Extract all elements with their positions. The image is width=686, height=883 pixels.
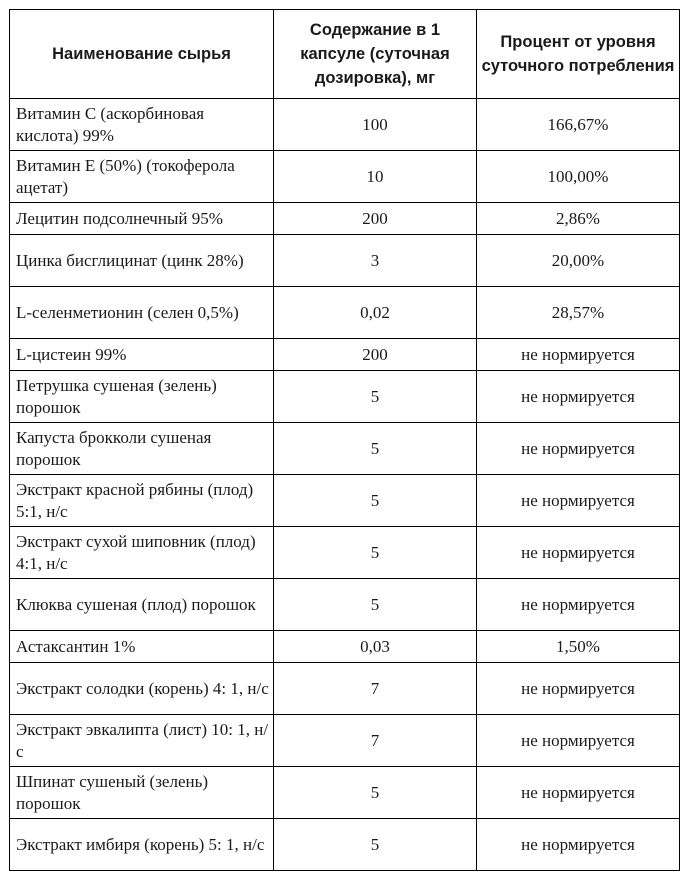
cell-name: Астаксантин 1%: [10, 631, 274, 663]
table-row: [10, 423, 680, 475]
cell-name: Экстракт сухой шиповник (плод) 4:1, н/с: [10, 527, 274, 579]
cell-amount: 100: [274, 99, 477, 151]
cell-percent: не нормируется: [477, 339, 680, 371]
cell-name: Экстракт солодки (корень) 4: 1, н/с: [10, 663, 274, 715]
cell-amount: 5: [274, 767, 477, 819]
table-row: [10, 287, 680, 339]
cell-name: Экстракт имбиря (корень) 5: 1, н/с: [10, 819, 274, 871]
table-row: [10, 203, 680, 235]
cell-percent: 2,86%: [477, 203, 680, 235]
cell-amount: 0,02: [274, 287, 477, 339]
table-row: [10, 475, 680, 527]
table-row: [10, 235, 680, 287]
cell-percent: 20,00%: [477, 235, 680, 287]
cell-amount: 200: [274, 339, 477, 371]
cell-name: Клюква сушеная (плод) порошок: [10, 579, 274, 631]
cell-amount: 3: [274, 235, 477, 287]
table-row: [10, 767, 680, 819]
cell-percent: 28,57%: [477, 287, 680, 339]
cell-percent: 100,00%: [477, 151, 680, 203]
cell-percent: не нормируется: [477, 579, 680, 631]
table-row: [10, 715, 680, 767]
table-row: [10, 339, 680, 371]
table-header-row: [10, 10, 680, 99]
cell-name: Экстракт эвкалипта (лист) 10: 1, н/с: [10, 715, 274, 767]
cell-name: Цинка бисглицинат (цинк 28%): [10, 235, 274, 287]
cell-percent: не нормируется: [477, 715, 680, 767]
cell-percent: не нормируется: [477, 767, 680, 819]
header-name: Наименование сырья: [10, 10, 274, 99]
table-row: [10, 663, 680, 715]
cell-name: Витамин Е (50%) (токоферола ацетат): [10, 151, 274, 203]
cell-amount: 5: [274, 527, 477, 579]
cell-amount: 5: [274, 819, 477, 871]
cell-percent: не нормируется: [477, 475, 680, 527]
cell-amount: 5: [274, 579, 477, 631]
table-row: [10, 99, 680, 151]
table-row: [10, 819, 680, 871]
cell-name: Шпинат сушеный (зелень) порошок: [10, 767, 274, 819]
cell-percent: не нормируется: [477, 819, 680, 871]
cell-percent: не нормируется: [477, 423, 680, 475]
cell-amount: 5: [274, 475, 477, 527]
table-row: [10, 371, 680, 423]
cell-amount: 0,03: [274, 631, 477, 663]
table-row: [10, 151, 680, 203]
header-percent: Процент от уровня суточного потребления: [477, 10, 680, 99]
cell-name: Капуста брокколи сушеная порошок: [10, 423, 274, 475]
cell-name: L-цистеин 99%: [10, 339, 274, 371]
cell-amount: 200: [274, 203, 477, 235]
cell-percent: не нормируется: [477, 371, 680, 423]
ingredients-table: [9, 9, 680, 871]
cell-percent: 1,50%: [477, 631, 680, 663]
table-row: [10, 527, 680, 579]
cell-name: L-селенметионин (селен 0,5%): [10, 287, 274, 339]
cell-name: Экстракт красной рябины (плод) 5:1, н/с: [10, 475, 274, 527]
cell-percent: не нормируется: [477, 527, 680, 579]
cell-amount: 5: [274, 423, 477, 475]
cell-amount: 7: [274, 663, 477, 715]
cell-amount: 10: [274, 151, 477, 203]
header-amount: Содержание в 1 капсуле (суточная дозировка), мг: [274, 10, 477, 99]
cell-amount: 7: [274, 715, 477, 767]
cell-name: Лецитин подсолнечный 95%: [10, 203, 274, 235]
table-row: [10, 631, 680, 663]
cell-name: Петрушка сушеная (зелень) порошок: [10, 371, 274, 423]
cell-percent: не нормируется: [477, 663, 680, 715]
cell-amount: 5: [274, 371, 477, 423]
cell-name: Витамин С (аскорбиновая кислота) 99%: [10, 99, 274, 151]
table-row: [10, 579, 680, 631]
cell-percent: 166,67%: [477, 99, 680, 151]
